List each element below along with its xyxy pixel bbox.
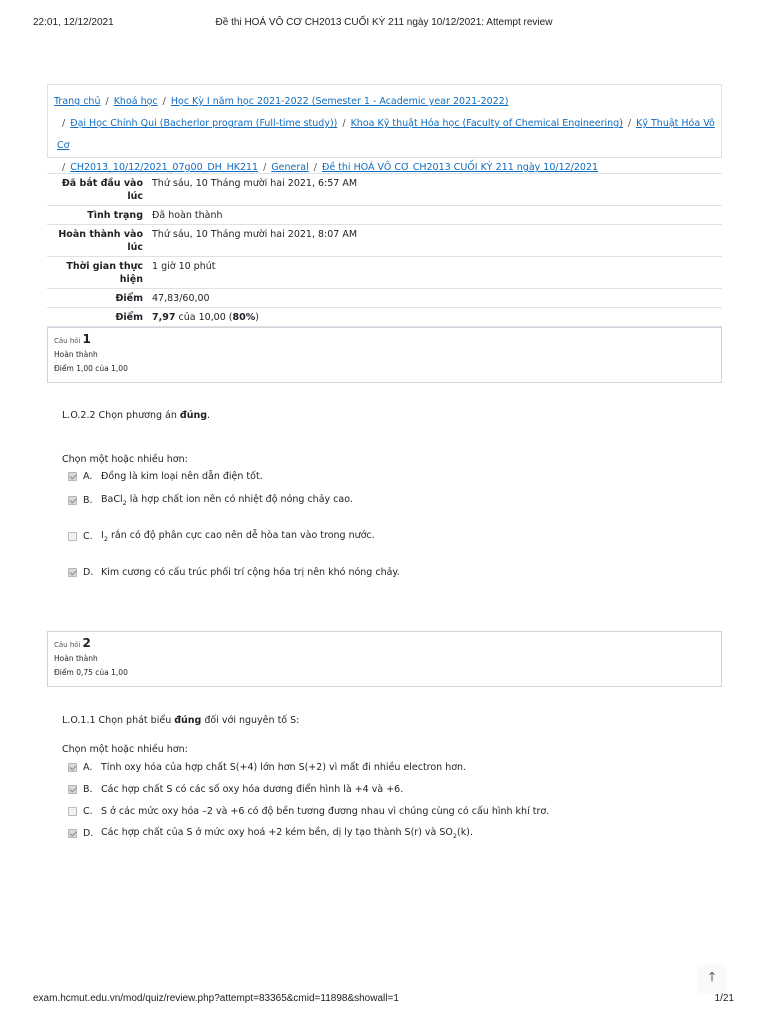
checkbox-unchecked[interactable] bbox=[68, 532, 77, 541]
summary-row-marks bbox=[47, 288, 722, 307]
option-text: Kim cương có cấu trúc phối trí cộng hóa trị nên khó nóng chảy. bbox=[101, 567, 400, 578]
question-mark: Điểm 1,00 của 1,00 bbox=[54, 364, 128, 373]
breadcrumb-separator: / bbox=[162, 96, 166, 107]
option-text bbox=[101, 530, 375, 543]
summary-value bbox=[147, 308, 722, 326]
summary-row-grade bbox=[47, 307, 722, 327]
question-text-part: đối với nguyên tố S: bbox=[201, 715, 300, 726]
breadcrumb-department[interactable]: Kỹ Thuật Hóa Vô Cơ bbox=[57, 118, 715, 151]
attempt-summary-table bbox=[47, 173, 722, 327]
option-letter: B. bbox=[83, 784, 93, 795]
option-letter: D. bbox=[83, 827, 94, 839]
question-2-prompt: Chọn một hoặc nhiều hơn: bbox=[62, 744, 188, 755]
option-letter: A. bbox=[83, 762, 93, 773]
checkbox-checked[interactable] bbox=[68, 763, 77, 772]
question-label: Câu hỏi bbox=[54, 641, 81, 649]
option-text-part: Các hợp chất của S ở mức oxy hoá +2 kém bền, dị ly tạo thành S(r) và SO bbox=[101, 827, 453, 838]
breadcrumb-courses[interactable]: Khoá học bbox=[113, 96, 158, 107]
option-letter: D. bbox=[83, 567, 94, 578]
option-text bbox=[101, 494, 353, 507]
question-text-part: L.O.2.2 Chọn phương án bbox=[62, 410, 180, 421]
breadcrumb-separator: / bbox=[313, 162, 317, 173]
option-text-part: rắn có độ phân cực cao nên dễ hòa tan vào trong nước. bbox=[107, 530, 375, 541]
summary-row-completed bbox=[47, 224, 722, 256]
checkbox-checked[interactable] bbox=[68, 472, 77, 481]
summary-label: Tình trạng bbox=[87, 210, 143, 221]
back-to-top-button[interactable] bbox=[697, 964, 727, 994]
breadcrumb-separator: / bbox=[342, 118, 346, 129]
option-letter: C. bbox=[83, 806, 93, 817]
summary-row-state bbox=[47, 205, 722, 224]
breadcrumb-semester[interactable]: Học Kỳ I năm học 2021-2022 (Semester 1 - Academic year 2021-2022) bbox=[170, 96, 509, 107]
breadcrumb-separator: / bbox=[105, 96, 109, 107]
summary-value: Đã hoàn thành bbox=[152, 210, 223, 221]
summary-label: Thời gian thực hiện bbox=[66, 261, 143, 285]
checkbox-unchecked[interactable] bbox=[68, 807, 77, 816]
breadcrumb-separator: / bbox=[627, 118, 632, 129]
grade-of-text: của 10,00 ( bbox=[178, 312, 233, 323]
grade-close: ) bbox=[255, 312, 259, 323]
breadcrumb-separator: / bbox=[62, 162, 66, 173]
question-state: Hoàn thành bbox=[54, 350, 98, 359]
option-text: Tính oxy hóa của hợp chất S(+4) lớn hơn S(+2) vì mất đi nhiều electron hơn. bbox=[101, 762, 467, 773]
option-letter: B. bbox=[83, 494, 93, 506]
question-2-text bbox=[62, 715, 299, 726]
option-subscript: 2 bbox=[452, 831, 458, 840]
summary-label: Điểm bbox=[115, 312, 143, 323]
q2-option-a[interactable] bbox=[68, 762, 466, 773]
summary-label: Đã bắt đầu vào lúc bbox=[61, 178, 143, 202]
breadcrumb-course[interactable]: CH2013_10/12/2021_07g00_DH_HK211 bbox=[70, 162, 259, 173]
question-1-text bbox=[62, 410, 210, 421]
question-number: 2 bbox=[82, 636, 91, 650]
checkbox-checked[interactable] bbox=[68, 568, 77, 577]
question-text-part: . bbox=[207, 410, 211, 421]
summary-value: 1 giờ 10 phút bbox=[152, 261, 216, 272]
question-text-part: L.O.1.1 Chọn phát biểu bbox=[62, 715, 175, 726]
option-subscript: 2 bbox=[103, 534, 108, 543]
summary-label: Điểm bbox=[115, 293, 143, 304]
question-text-emphasis: đúng bbox=[174, 715, 202, 726]
q1-option-a[interactable] bbox=[68, 471, 263, 482]
option-text-part: là hợp chất ion nên có nhiệt độ nóng chảy cao. bbox=[126, 494, 353, 505]
question-mark: Điểm 0,75 của 1,00 bbox=[54, 668, 128, 677]
option-text: Đồng là kim loại nên dẫn điện tốt. bbox=[101, 471, 263, 482]
q2-option-d[interactable] bbox=[68, 827, 473, 840]
breadcrumb-general[interactable]: General bbox=[271, 162, 309, 173]
question-label: Câu hỏi bbox=[54, 337, 81, 345]
checkbox-checked[interactable] bbox=[68, 496, 77, 505]
checkbox-checked[interactable] bbox=[68, 785, 77, 794]
grade-score: 7,97 bbox=[152, 312, 176, 323]
question-2-info bbox=[47, 631, 722, 687]
print-url: exam.hcmut.edu.vn/mod/quiz/review.php?attempt=83365&cmid=11898&showall=1 bbox=[33, 993, 399, 1004]
grade-percent: 80% bbox=[232, 312, 256, 323]
option-text: Các hợp chất S có các số oxy hóa dương điển hình là +4 và +6. bbox=[101, 784, 404, 795]
option-text-part: I bbox=[101, 530, 104, 541]
q2-option-c[interactable] bbox=[68, 806, 549, 817]
checkbox-checked[interactable] bbox=[68, 829, 77, 838]
option-text bbox=[101, 827, 473, 840]
breadcrumb-quiz[interactable]: Đề thi HOÁ VÔ CƠ CH2013 CUỐI KỲ 211 ngày 10/12/2021 bbox=[321, 162, 599, 173]
option-subscript: 2 bbox=[122, 498, 127, 507]
option-text: S ở các mức oxy hóa –2 và +6 có độ bền tương đương nhau vì chúng cùng có cấu hình khí trơ. bbox=[101, 806, 550, 817]
q2-option-b[interactable] bbox=[68, 784, 403, 795]
summary-value: 47,83/60,00 bbox=[152, 293, 210, 304]
summary-value: Thứ sáu, 10 Tháng mười hai 2021, 8:07 AM bbox=[152, 229, 358, 240]
print-datetime: 22:01, 12/12/2021 bbox=[33, 17, 114, 28]
summary-value: Thứ sáu, 10 Tháng mười hai 2021, 6:57 AM bbox=[152, 178, 358, 189]
arrow-up-icon: 🡑 bbox=[708, 970, 716, 985]
question-text-emphasis: đúng bbox=[179, 410, 208, 421]
breadcrumb-separator: / bbox=[263, 162, 267, 173]
option-text-part: BaCl bbox=[101, 494, 123, 505]
summary-row-time-taken bbox=[47, 256, 722, 288]
q1-option-b[interactable] bbox=[68, 494, 353, 507]
question-state: Hoàn thành bbox=[54, 654, 98, 663]
summary-label: Hoàn thành vào lúc bbox=[58, 229, 143, 253]
option-letter: A. bbox=[83, 471, 93, 482]
option-text-part: (k). bbox=[457, 827, 473, 838]
option-letter: C. bbox=[83, 530, 93, 542]
breadcrumb bbox=[47, 84, 722, 173]
print-page-title: Đề thi HOÁ VÔ CƠ CH2013 CUỐI KỲ 211 ngày 10/12/2021: Attempt review bbox=[215, 17, 553, 28]
print-page-number: 1/21 bbox=[714, 993, 734, 1004]
breadcrumb-program[interactable]: Đại Học Chính Qui (Bacherlor program (Full-time study)) bbox=[70, 118, 338, 129]
breadcrumb-faculty[interactable]: Khoa Kỹ thuật Hóa học (Faculty of Chemical Engineering) bbox=[350, 118, 623, 129]
q1-option-c[interactable] bbox=[68, 530, 375, 543]
summary-row-started bbox=[47, 173, 722, 205]
question-number: 1 bbox=[82, 332, 91, 346]
breadcrumb-home[interactable]: Trang chủ bbox=[54, 96, 101, 107]
question-1-info bbox=[47, 327, 722, 383]
breadcrumb-separator: / bbox=[62, 118, 66, 129]
q1-option-d[interactable] bbox=[68, 567, 400, 578]
question-1-prompt: Chọn một hoặc nhiều hơn: bbox=[62, 454, 188, 465]
